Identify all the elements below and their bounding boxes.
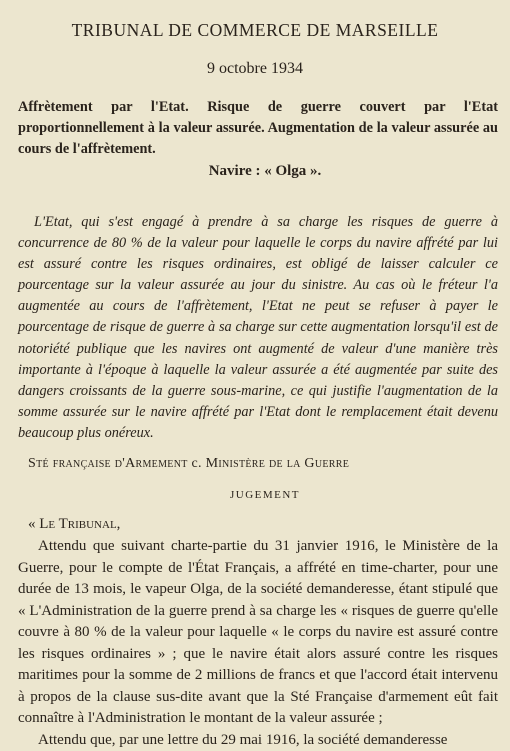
tribunal-opening-text: « Le Tribunal,: [28, 516, 120, 532]
tribunal-opening: [28, 516, 120, 533]
ship-name: Navire : « Olga ».: [0, 163, 510, 180]
plaintiff: Sté française d'Armement: [28, 456, 188, 471]
case-summary: Affrètement par l'Etat. Risque de guerre couvert par l'Etat proportionnellement à la valeur assurée. Augmentation de la valeur assurée au cours de l'affrètement.: [18, 97, 498, 160]
defendant: Ministère de la Guerre: [206, 456, 350, 471]
court-name: TRIBUNAL DE COMMERCE DE MARSEILLE: [0, 20, 510, 41]
paragraph: Attendu que suivant charte-partie du 31 janvier 1916, le Ministère de la Guerre, pour le compte de l'État Français, a affrété en time-charter, pour une durée de 13 mois, le vapeur Olga, de la société demanderesse, étant stipulé que « L'Administration de la guerre prend à sa charge les « risques de guerre qu'elle couvre à 80 % de la valeur pour laquelle « le corps du navire est assuré contre les risques ordinaires » ; que le navire était alors assuré contre les risques maritimes pour la somme de 2 millions de francs et que l'accord était intervenu à propos de la clause sus-dite avant que la Sté Française d'armement eût fait connaître à l'Administration le montant de la valeur assurée ;: [18, 536, 498, 730]
versus: c.: [191, 456, 201, 471]
paragraph: Attendu que, par une lettre du 29 mai 1916, la société demanderesse: [18, 730, 498, 751]
judgment-body: [18, 536, 498, 751]
legal-holding: L'Etat, qui s'est engagé à prendre à sa charge les risques de guerre à concurrence de 80 % de la valeur pour laquelle le corps du navire affrété par lui est assuré contre les risques ordinaires, est obligé de laisser calculer ce pourcentage sur la valeur assurée au jour du sinistre. Au cas où le fréteur l'a augmentée au cours de l'affrètement, l'Etat ne peut se refuser à payer le pourcentage de risque de guerre à sa charge sur cette augmentation lorsqu'il est de notoriété publique que les navires ont augmenté de valeur d'une manière très importante à l'époque à laquelle la valeur assurée a été augmentée par suite des dangers croissants de la guerre sous-marine, ce qui justifie l'augmentation de la somme assurée sur le navire affrété par l'Etat dont le remplacement était devenu beaucoup plus onéreux.: [18, 212, 498, 444]
judgment-date: 9 octobre 1934: [0, 60, 510, 78]
case-parties: [28, 456, 498, 472]
section-title: JUGEMENT: [0, 489, 510, 501]
